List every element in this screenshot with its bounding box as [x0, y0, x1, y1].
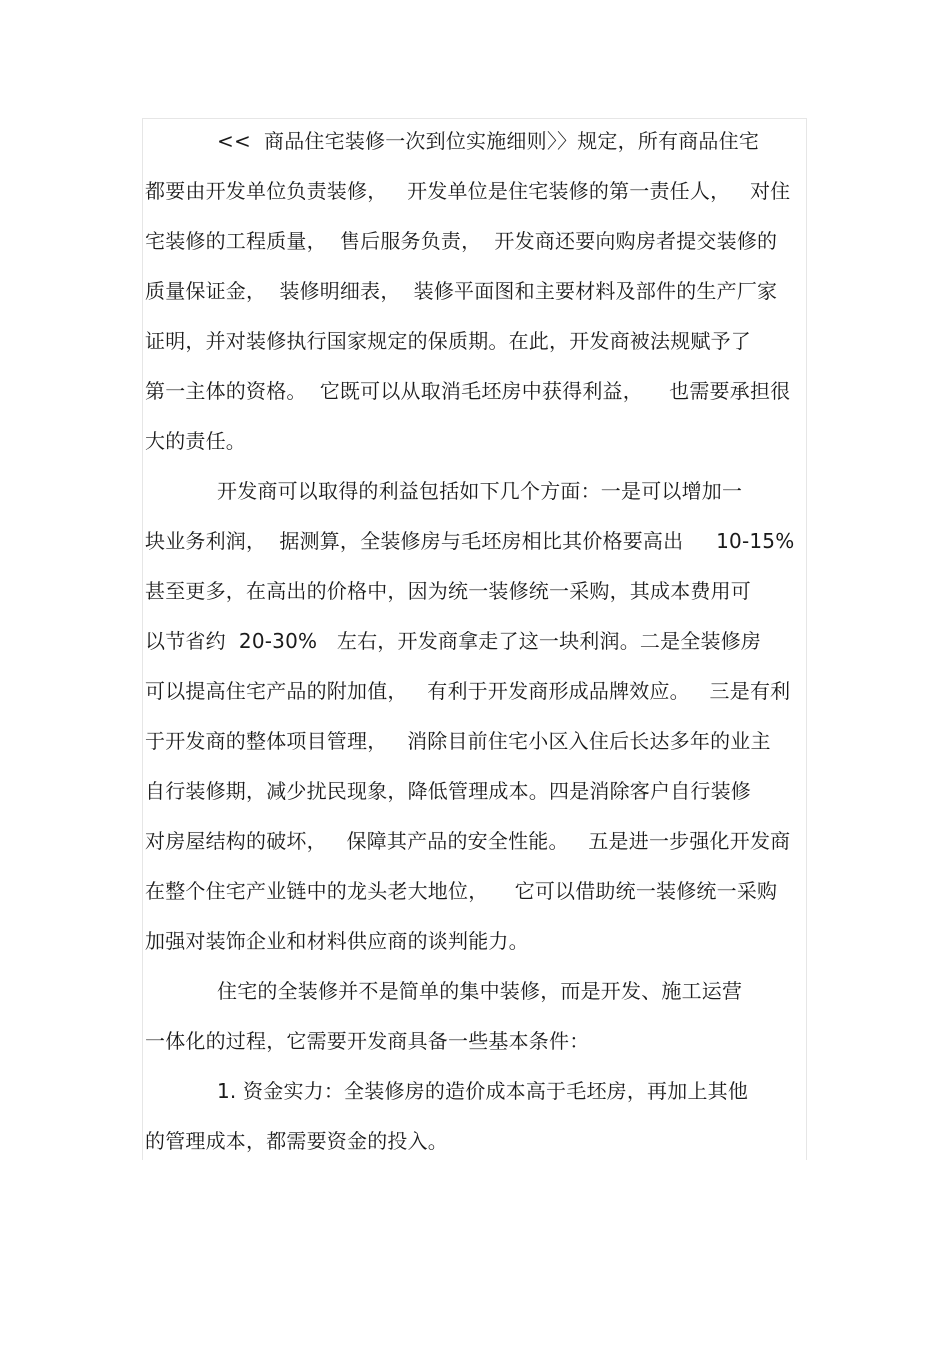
text-line: 宅装修的工程质量， 售后服务负责， 开发商还要向购房者提交装修的	[145, 229, 778, 253]
text-line: 于开发商的整体项目管理， 消除目前住宅小区入住后长达多年的业主	[145, 729, 771, 753]
text-line: 一体化的过程，它需要开发商具备一些基本条件：	[145, 1029, 590, 1053]
text-line: 第一主体的资格。 它既可以从取消毛坯房中获得利益， 也需要承担很	[145, 379, 791, 403]
text-line: 大的责任。	[145, 429, 246, 453]
text-line: 质量保证金， 装修明细表， 装修平面图和主要材料及部件的生产厂家	[145, 279, 778, 303]
text-line: 对房屋结构的破坏， 保障其产品的安全性能。 五是进一步强化开发商	[145, 829, 791, 853]
text-line: 自行装修期，减少扰民现象，降低管理成本。四是消除客户自行装修	[145, 779, 751, 803]
text-line: << 商品住宅装修一次到位实施细则〉〉规定，所有商品住宅	[217, 129, 760, 153]
text-line: 都要由开发单位负责装修， 开发单位是住宅装修的第一责任人， 对住	[145, 179, 791, 203]
text-line: 证明，并对装修执行国家规定的保质期。在此，开发商被法规赋予了	[145, 329, 751, 353]
text-line: 的管理成本，都需要资金的投入。	[145, 1129, 448, 1153]
text-line: 甚至更多，在高出的价格中，因为统一装修统一采购，其成本费用可	[145, 579, 751, 603]
text-line: 可以提高住宅产品的附加值， 有利于开发商形成品牌效应。 三是有利	[145, 679, 791, 703]
text-line: 加强对装饰企业和材料供应商的谈判能力。	[145, 929, 529, 953]
text-line: 开发商可以取得的利益包括如下几个方面：一是可以增加一	[217, 479, 743, 503]
text-line: 以节省约 20-30% 左右，开发商拿走了这一块利润。二是全装修房	[145, 629, 762, 653]
text-line: 块业务利润， 据测算，全装修房与毛坯房相比其价格要高出 10-15%	[145, 529, 795, 553]
text-line: 在整个住宅产业链中的龙头老大地位， 它可以借助统一装修统一采购	[145, 879, 778, 903]
text-line: 1. 资金实力：全装修房的造价成本高于毛坯房，再加上其他	[217, 1079, 749, 1103]
text-line: 住宅的全装修并不是简单的集中装修，而是开发、施工运营	[217, 979, 743, 1003]
